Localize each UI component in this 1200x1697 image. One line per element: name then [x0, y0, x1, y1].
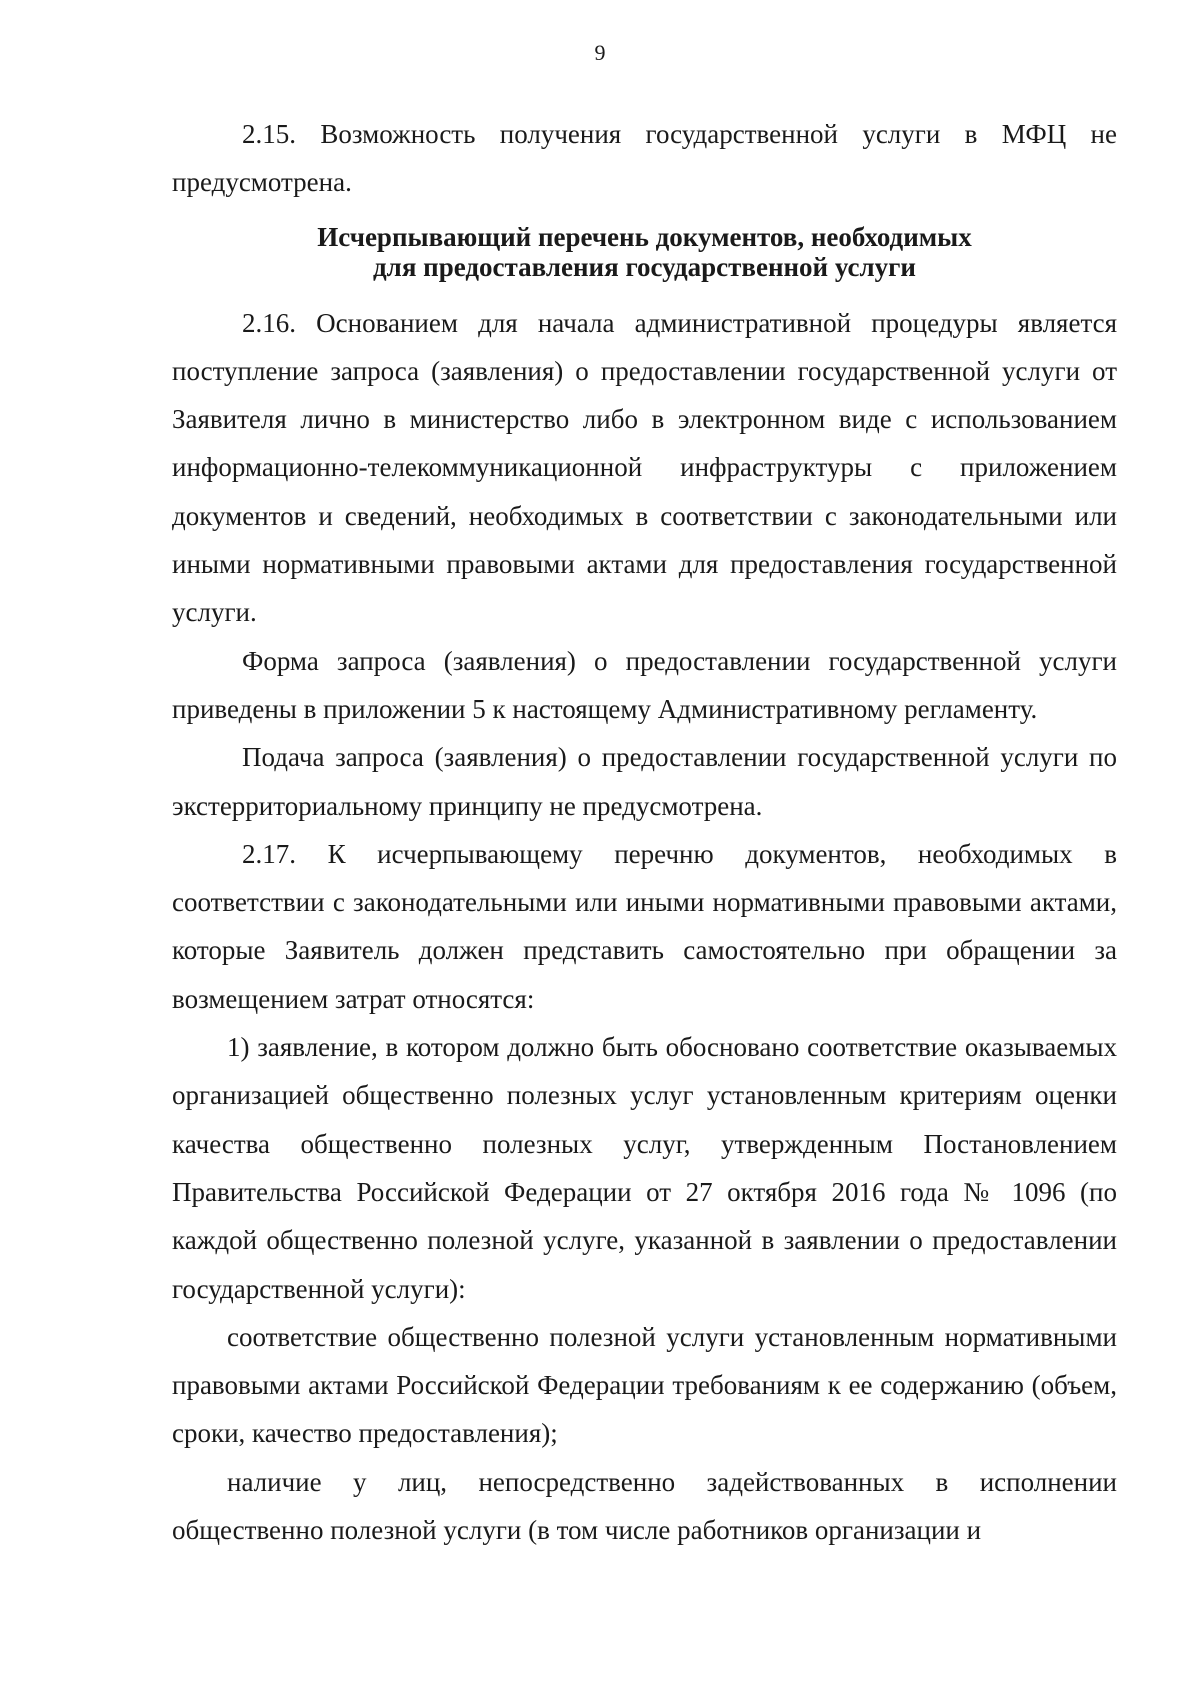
document-body: [172, 110, 1117, 1554]
section-heading-line-1: Исчерпывающий перечень документов, необходимых: [317, 221, 972, 252]
paragraph-2-15: 2.15. Возможность получения государственной услуги в МФЦ не предусмотрена.: [172, 119, 1117, 198]
section-heading-line-2: для предоставления государственной услуги: [373, 251, 916, 282]
sub-paragraph-compliance: соответствие общественно полезной услуги установленным нормативными правовыми актами Российской Федерации требованиям к ее содержанию (объем, сроки, качество предоставления);: [172, 1321, 1117, 1449]
paragraph-2-17: 2.17. К исчерпывающему перечню документов, необходимых в соответствии с законодательными или иными нормативными правовыми актами, которые Заявитель должен представить самостоятельно при обращении за возмещением затрат относятся:: [172, 838, 1117, 1014]
paragraph-submission: Подача запроса (заявления) о предоставлении государственной услуги по экстерриториальному принципу не предусмотрена.: [172, 742, 1117, 821]
sub-paragraph-presence: наличие у лиц, непосредственно задействованных в исполнении общественно полезной услуги (в том числе работников организации и: [172, 1466, 1117, 1546]
paragraph-form: Форма запроса (заявления) о предоставлении государственной услуги приведены в приложении 5 к настоящему Административному регламенту.: [172, 645, 1117, 724]
paragraph-2-16: 2.16. Основанием для начала административной процедуры является поступление запроса (заявления) о предоставлении государственной услуги от Заявителя лично в министерство либо в электронном виде с использованием информационно-телекоммуникационной инфраструктуры с приложением документов и сведений, необходимых в соответствии с законодательными или иными нормативными правовыми актами для предоставления государственной услуги.: [172, 307, 1117, 628]
page-number: 9: [594, 40, 606, 65]
section-heading: [172, 222, 1117, 282]
list-item-1: 1) заявление, в котором должно быть обосновано соответствие оказываемых организацией общественно полезных услуг установленным критериям оценки качества общественно полезных услуг, утвержденным Постановлением Правительства Российской Федерации от 27 октября 2016 года № 1096 (по каждой общественно полезной услуге, указанной в заявлении о предоставлении государственной услуги):: [172, 1032, 1117, 1304]
